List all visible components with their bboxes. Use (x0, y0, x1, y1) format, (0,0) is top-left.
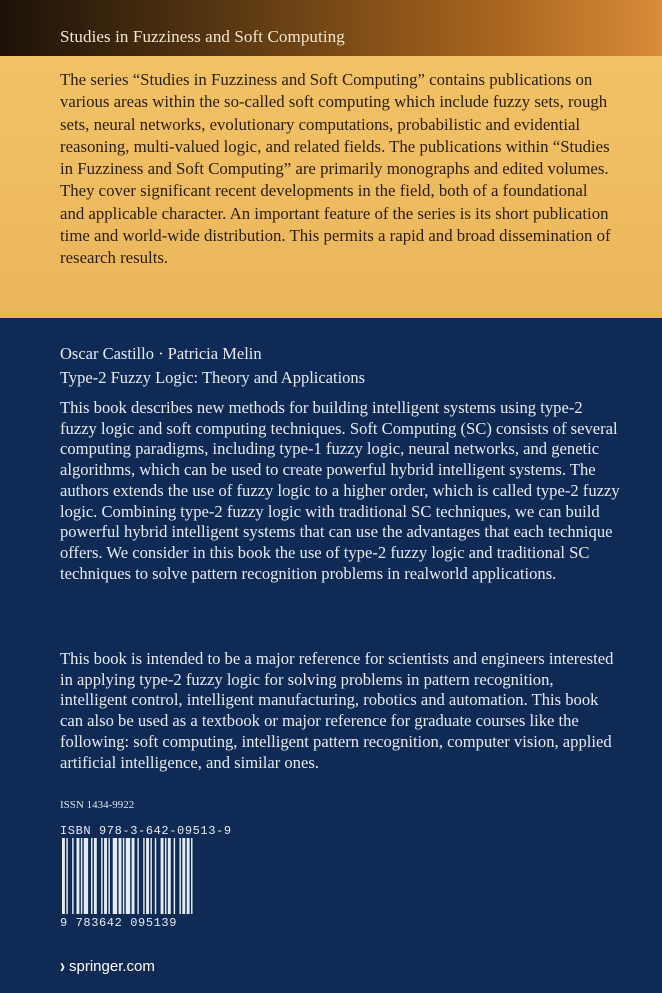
series-description: The series “Studies in Fuzziness and Soft Computing” contains publications on various areas within the so-called soft computing which include fuzzy sets, rough sets, neural networks, evolutionary computations, probabilistic and evidential reasoning, multi-valued logic, and related fields. The publications within “Studies in Fuzziness and Soft Computing” are primarily monographs and edited volumes. They cover significant recent developments in the field, both of a foundational and applicable character. An important feature of the series is its short publication time and world-wide distribution. This permits a rapid and broad dissemination of research results. (60, 70, 611, 268)
publisher-site-text: springer.com (69, 958, 155, 975)
issn-label: ISSN 1434-9922 (60, 799, 135, 811)
book-title: Type-2 Fuzzy Logic: Theory and Applications (60, 368, 366, 387)
series-header-bar (0, 0, 662, 56)
barcode-bar (161, 838, 164, 914)
barcode-bar (108, 838, 109, 914)
barcode-bar (104, 838, 107, 914)
series-description-box (0, 56, 662, 318)
barcode-bar (62, 838, 65, 914)
barcode-graphic (60, 838, 240, 916)
barcode-bar (191, 838, 192, 914)
isbn-barcode (60, 824, 240, 936)
barcode-bar (165, 838, 166, 914)
barcode-bar (137, 838, 138, 914)
barcode-bar (179, 838, 180, 914)
barcode-bar (146, 838, 149, 914)
barcode-bar (123, 838, 124, 914)
book-info-panel (0, 318, 662, 993)
barcode-bar (132, 838, 135, 914)
series-title: Studies in Fuzziness and Soft Computing (60, 27, 345, 46)
book-authors: Oscar Castillo · Patricia Melin (60, 344, 262, 363)
barcode-bar (155, 838, 156, 914)
barcode-bar (168, 838, 171, 914)
barcode-bar (119, 838, 122, 914)
barcode-bar (84, 838, 88, 914)
isbn-label: ISBN 978-3-642-09513-9 (60, 824, 232, 838)
barcode-bar (91, 838, 92, 914)
publisher-link[interactable] (60, 955, 155, 978)
barcode-bar (66, 838, 67, 914)
barcode-bar (187, 838, 190, 914)
barcode-bar (182, 838, 185, 914)
barcode-bar (143, 838, 144, 914)
barcode-bar (113, 838, 117, 914)
chevron-right-icon: › (60, 955, 65, 978)
barcode-bar (94, 838, 97, 914)
book-description-paragraph-2: This book is intended to be a major reference for scientists and engineers interested in applying type-2 fuzzy logic for solving problems in pattern recognition, intelligent control, intelligent manufacturing, robotics and automation. This book can also be used as a textbook or major reference for graduate courses like the following: soft computing, intelligent pattern recognition, computer vision, applied artificial intelligence, and similar ones. (60, 649, 614, 772)
barcode-bar (77, 838, 80, 914)
barcode-bar (81, 838, 82, 914)
barcode-bar (150, 838, 151, 914)
barcode-bar (174, 838, 175, 914)
book-description-paragraph-1: This book describes new methods for building intelligent systems using type-2 fuzzy logic and soft computing techniques. Soft Computing (SC) consists of several computing paradigms, including type-1 fuzzy logic, neural networks, and genetic algorithms, which can be used to create powerful hybrid intelligent systems. The authors extends the use of fuzzy logic to a higher order, which is called type-2 fuzzy logic. Combining type-2 fuzzy logic with traditional SC techniques, we can build powerful hybrid intelligent systems that can use the advantages that each technique offers. We consider in this book the use of type-2 fuzzy logic and traditional SC techniques to solve pattern recognition problems in realworld applications. (60, 398, 620, 583)
barcode-bar (101, 838, 102, 914)
barcode-bar (72, 838, 73, 914)
barcode-bar (126, 838, 130, 914)
barcode-digits: 9 783642 095139 (60, 916, 178, 930)
